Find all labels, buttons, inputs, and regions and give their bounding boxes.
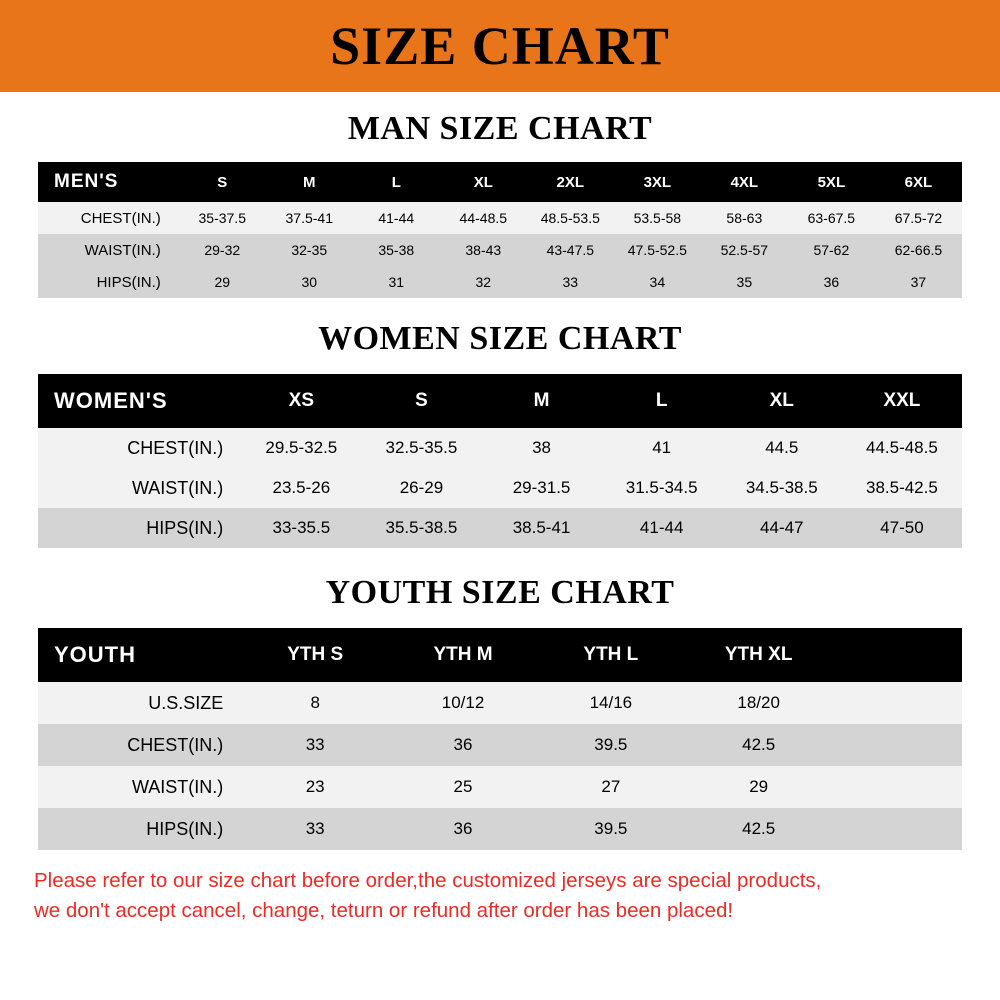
- women-header-cell: XL: [722, 374, 842, 428]
- table-cell: 33: [305, 819, 325, 838]
- table-cell: 62-66.5: [894, 242, 943, 258]
- table-cell: 30: [301, 274, 318, 290]
- table-cell-spacer: [833, 724, 962, 766]
- women-table-header: [38, 374, 962, 428]
- table-cell: 35.5-38.5: [385, 518, 458, 537]
- man-header-cell: 2XL: [527, 162, 614, 202]
- table-header-row: [38, 374, 962, 428]
- table-header-row: [38, 162, 962, 202]
- youth-table-wrapper: [0, 628, 1000, 850]
- table-cell: 33: [562, 274, 579, 290]
- table-cell: 38.5-41: [512, 518, 571, 537]
- table-row: [38, 724, 962, 766]
- youth-table-body: [38, 682, 962, 850]
- table-cell: 57-62: [813, 242, 850, 258]
- table-cell: 41-44: [639, 518, 684, 537]
- row-label: CHEST(IN.): [127, 437, 224, 458]
- table-cell: 18/20: [737, 693, 780, 712]
- table-cell: 58-63: [726, 210, 763, 226]
- table-cell: 32-35: [291, 242, 328, 258]
- table-cell-spacer: [833, 766, 962, 808]
- table-cell: 29: [214, 274, 231, 290]
- table-cell: 29-31.5: [512, 478, 571, 497]
- table-cell: 32: [475, 274, 492, 290]
- youth-header-spacer: [833, 628, 962, 682]
- table-cell: 39.5: [594, 819, 628, 838]
- table-cell: 36: [823, 274, 840, 290]
- man-header-cell: 4XL: [701, 162, 788, 202]
- header-banner: [0, 0, 1000, 92]
- women-section-title: WOMEN SIZE CHART: [318, 320, 682, 357]
- table-cell: 44-48.5: [459, 210, 508, 226]
- table-cell: 29.5-32.5: [265, 438, 338, 457]
- table-cell: 36: [453, 819, 473, 838]
- table-cell: 37.5-41: [285, 210, 333, 226]
- table-cell: 14/16: [589, 693, 633, 712]
- youth-header-cell: YTH XL: [685, 628, 833, 682]
- footer-disclaimer: [0, 850, 1000, 925]
- man-header-cell: S: [179, 162, 266, 202]
- youth-table-header: [38, 628, 962, 682]
- table-cell-spacer: [833, 682, 962, 724]
- table-cell: 44-47: [760, 518, 804, 537]
- table-cell: 42.5: [742, 819, 776, 838]
- table-row: [38, 682, 962, 724]
- table-row: [38, 508, 962, 548]
- table-cell: 33-35.5: [272, 518, 331, 537]
- table-cell: 33: [305, 735, 325, 754]
- table-row: [38, 428, 962, 468]
- table-header-row: [38, 628, 962, 682]
- table-cell: 23: [305, 777, 325, 796]
- table-cell: 42.5: [742, 735, 776, 754]
- man-table-body: [38, 202, 962, 298]
- table-cell: 47.5-52.5: [627, 242, 687, 258]
- table-row: [38, 202, 962, 234]
- man-header-cell: 3XL: [614, 162, 701, 202]
- women-header-cell: XS: [241, 374, 361, 428]
- man-header-label: MEN'S: [38, 162, 179, 202]
- table-cell: 29: [749, 777, 769, 796]
- youth-header-cell: YTH L: [537, 628, 685, 682]
- women-header-cell: XXL: [842, 374, 962, 428]
- man-header-cell: XL: [440, 162, 527, 202]
- table-cell: 48.5-53.5: [540, 210, 600, 226]
- table-row: [38, 266, 962, 298]
- table-cell: 31: [388, 274, 405, 290]
- table-cell: 10/12: [441, 693, 485, 712]
- table-cell: 38.5-42.5: [865, 478, 938, 497]
- row-label: HIPS(IN.): [146, 818, 224, 839]
- table-cell: 31.5-34.5: [625, 478, 698, 497]
- row-label: HIPS(IN.): [146, 517, 224, 538]
- women-header-cell: L: [602, 374, 722, 428]
- footer-line-1: Please refer to our size chart before order,the customized jerseys are special products,: [34, 869, 822, 892]
- women-table-body: [38, 428, 962, 548]
- table-cell: 39.5: [594, 735, 628, 754]
- table-cell: 67.5-72: [894, 210, 943, 226]
- man-size-table: [38, 162, 962, 298]
- table-cell: 35: [736, 274, 753, 290]
- women-table-wrapper: [0, 374, 1000, 548]
- women-header-label: WOMEN'S: [38, 374, 241, 428]
- table-cell: 38: [532, 438, 552, 457]
- table-cell: 25: [453, 777, 473, 796]
- table-cell-spacer: [833, 808, 962, 850]
- row-label: HIPS(IN.): [96, 273, 161, 291]
- row-label: CHEST(IN.): [127, 734, 224, 755]
- youth-header-cell: YTH M: [389, 628, 537, 682]
- table-cell: 34.5-38.5: [745, 478, 818, 497]
- man-header-cell: 6XL: [875, 162, 962, 202]
- man-section-title: MAN SIZE CHART: [347, 110, 653, 147]
- table-cell: 43-47.5: [546, 242, 595, 258]
- table-row: [38, 808, 962, 850]
- youth-size-table: [38, 628, 962, 850]
- row-label: WAIST(IN.): [131, 477, 224, 498]
- man-table-wrapper: [0, 162, 1000, 298]
- table-cell: 27: [601, 777, 621, 796]
- table-cell: 41-44: [378, 210, 415, 226]
- man-table-header: [38, 162, 962, 202]
- table-cell: 52.5-57: [720, 242, 769, 258]
- table-cell: 53.5-58: [633, 210, 682, 226]
- row-label: CHEST(IN.): [80, 209, 161, 227]
- man-header-cell: L: [353, 162, 440, 202]
- row-label: WAIST(IN.): [131, 776, 224, 797]
- table-cell: 44.5: [765, 438, 799, 457]
- table-cell: 44.5-48.5: [865, 438, 938, 457]
- table-cell: 37: [910, 274, 927, 290]
- table-cell: 29-32: [204, 242, 241, 258]
- table-row: [38, 766, 962, 808]
- table-cell: 38-43: [465, 242, 502, 258]
- table-cell: 32.5-35.5: [385, 438, 458, 457]
- women-size-table: [38, 374, 962, 548]
- table-cell: 41: [652, 438, 672, 457]
- women-header-cell: S: [361, 374, 481, 428]
- table-row: [38, 468, 962, 508]
- table-cell: 63-67.5: [807, 210, 856, 226]
- table-cell: 47-50: [880, 518, 924, 537]
- youth-header-label: YOUTH: [38, 628, 241, 682]
- footer-line-2: we don't accept cancel, change, teturn or refund after order has been placed!: [34, 898, 734, 922]
- table-cell: 35-37.5: [198, 210, 246, 226]
- youth-section-title: YOUTH SIZE CHART: [325, 574, 675, 611]
- youth-header-cell: YTH S: [241, 628, 389, 682]
- table-cell: 23.5-26: [272, 478, 331, 497]
- row-label: WAIST(IN.): [84, 241, 161, 259]
- table-cell: 35-38: [378, 242, 415, 258]
- table-row: [38, 234, 962, 266]
- table-cell: 26-29: [399, 478, 444, 497]
- table-cell: 8: [310, 693, 320, 712]
- man-header-cell: 5XL: [788, 162, 875, 202]
- table-cell: 36: [453, 735, 473, 754]
- row-label: U.S.SIZE: [148, 692, 224, 713]
- table-cell: 34: [649, 274, 666, 290]
- women-header-cell: M: [482, 374, 602, 428]
- page-title: SIZE CHART: [330, 16, 670, 76]
- man-header-cell: M: [266, 162, 353, 202]
